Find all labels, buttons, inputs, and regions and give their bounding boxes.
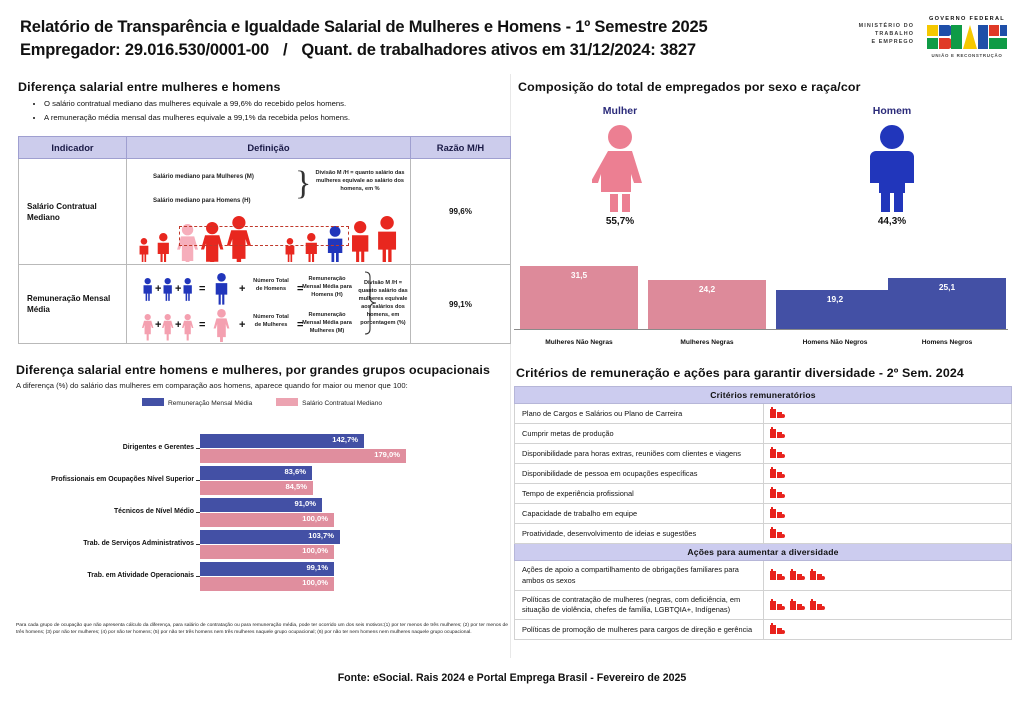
def-note-mediano: Divisão M /H = quanto salário das mulheres equivale ao salário dos homens, em % [315, 170, 405, 192]
bar-value: 100,0% [302, 578, 328, 587]
action-icon-cell [763, 561, 1012, 590]
bar-value: 103,7% [308, 531, 334, 540]
table-row [515, 424, 1012, 444]
bar-value: 99,1% [306, 563, 328, 572]
female-figure-icon [592, 124, 648, 212]
company-icon [810, 569, 825, 582]
company-icon [770, 407, 785, 420]
bar-mulheres-nao-negras [520, 266, 638, 329]
bar-category-label: Mulheres Negras [680, 339, 734, 346]
occ-bar-blue-profissionais [200, 466, 312, 480]
action-icon-cell [763, 620, 1012, 640]
bar-value: 100,0% [302, 514, 328, 523]
table-row [515, 524, 1012, 544]
wage-gap-bullets [30, 98, 500, 125]
occ-label-profissionais: Profissionais em Ocupações Nível Superior [51, 476, 194, 483]
criteria-table [514, 386, 1012, 640]
chart-legend [142, 398, 404, 407]
bar-value: 91,0% [294, 499, 316, 508]
brasil-wordmark-icon [926, 24, 1008, 51]
def-total-women: Número Total de Mulheres [253, 314, 289, 328]
section-title-criteria: Critérios de remuneração e ações para garantir diversidade - 2º Sem. 2024 [516, 366, 964, 380]
occupation-footnote: Para cada grupo de ocupação que não apresenta cálculo da diferença, para salário de contratação ou para remuneração média, pode ter ocorrido um dos seis motivos:(1) por ter menos de três mulheres; (2) por ter menos de três homens; (3) por não ter mulheres; (4) por não ter homens; (5) por não ter três homens nem três mulheres naquele grupo ocupacional; (6) por não ter nem homens nem mulheres naquele grupo ocupacional. [16, 623, 508, 636]
source-footer: Fonte: eSocial. Rais 2024 e Portal Emprega Brasil - Fevereiro de 2025 [337, 672, 687, 684]
company-icon [810, 599, 825, 612]
list-item: • A remuneração média mensal das mulheres equivale a 99,1% da recebida pelos homens. [44, 112, 500, 125]
criteria-text: Cumprir metas de produção [515, 424, 764, 444]
company-icon [770, 527, 785, 540]
occ-bar-pink-administrativos [200, 545, 334, 559]
section-title-wage-gap: Diferença salarial entre mulheres e homens [18, 80, 281, 94]
gov-bottom-label: UNIÃO E RECONSTRUÇÃO [931, 53, 1003, 58]
table-row [515, 504, 1012, 524]
legend-swatch-pink [276, 398, 298, 406]
group1-header-label: Critérios remuneratórios [515, 387, 1012, 404]
bar-value: 142,7% [332, 435, 358, 444]
company-icon [770, 507, 785, 520]
bar-value: 100,0% [302, 546, 328, 555]
brace-icon: } [295, 165, 312, 202]
col-header-razao: Razão M/H [411, 137, 511, 159]
table-row [19, 159, 511, 265]
criteria-icon-cell [763, 424, 1012, 444]
criteria-text: Tempo de experiência profissional [515, 484, 764, 504]
company-icon [770, 427, 785, 440]
legend-label: Salário Contratual Mediano [302, 400, 383, 407]
male-figure-icon [866, 124, 918, 212]
group2-header-label: Ações para aumentar a diversidade [515, 544, 1012, 561]
criteria-icon-cell [763, 504, 1012, 524]
table-row [515, 620, 1012, 640]
action-text: Ações de apoio a compartilhamento de obrigações familiares para ambos os sexos [515, 561, 764, 590]
company-icon [790, 599, 805, 612]
legend-swatch-blue [142, 398, 164, 406]
report-header [0, 0, 1024, 70]
value-mulher-pct: 55,7% [605, 216, 635, 227]
gov-top-label: GOVERNO FEDERAL [928, 16, 1006, 22]
table-row [515, 590, 1012, 619]
table-row [19, 265, 511, 344]
company-icon [770, 599, 785, 612]
indicator-table [18, 136, 511, 344]
indicator-name-media: Remuneração Mensal Média [19, 265, 127, 344]
table-row [515, 484, 1012, 504]
indicator-name-mediano: Salário Contratual Mediano [19, 159, 127, 265]
occ-bar-pink-profissionais [200, 481, 313, 495]
criteria-text: Capacidade de trabalho em equipe [515, 504, 764, 524]
label-homem: Homem [872, 105, 912, 117]
bar-mulheres-negras [648, 280, 766, 329]
criteria-text: Disponibilidade para horas extras, reuniões com clientes e viagens [515, 444, 764, 464]
label-mulher: Mulher [602, 105, 638, 117]
col-header-definicao: Definição [127, 137, 411, 159]
table-row [515, 404, 1012, 424]
company-icon [790, 569, 805, 582]
criteria-icon-cell [763, 444, 1012, 464]
people-illustration-median [135, 216, 435, 262]
active-workers-count: Quant. de trabalhadores ativos em 31/12/2024: 3827 [301, 41, 696, 59]
def-median-women: Salário mediano para Mulheres (M) [153, 173, 254, 180]
svg-text:+: + [155, 283, 162, 295]
def-avg-men: Remuneração Mensal Média para Homens (H) [302, 276, 352, 298]
legend-item-remuneracao [142, 398, 252, 407]
svg-text:=: = [199, 319, 206, 331]
occ-bar-blue-administrativos [200, 530, 340, 544]
legend-label: Remuneração Mensal Média [168, 400, 253, 407]
svg-text:+: + [175, 283, 182, 295]
def-median-men: Salário mediano para Homens (H) [153, 197, 251, 204]
criteria-group-header-1 [515, 387, 1012, 404]
col-header-indicador: Indicador [19, 137, 127, 159]
def-note-media: Divisão M /H = quanto salário das mulheres equivale aos salários dos homens, em porcentagem (%) [358, 280, 408, 326]
bar-value: 25,1 [938, 282, 956, 292]
occ-bar-pink-tecnicos [200, 513, 334, 527]
bar-value: 84,5% [285, 482, 307, 491]
table-row [515, 464, 1012, 484]
definition-cell-media [127, 265, 411, 344]
bar-category-label: Homens Negros [921, 339, 973, 346]
svg-text:+: + [239, 283, 246, 295]
def-avg-women: Remuneração Mensal Média para Mulheres (M) [302, 312, 352, 334]
bar-value: 19,2 [826, 294, 844, 304]
action-text: Políticas de promoção de mulheres para cargos de direção e gerência [515, 620, 764, 640]
occ-bar-blue-dirigentes [200, 434, 364, 448]
company-icon [770, 447, 785, 460]
occ-bar-blue-operacionais [200, 562, 334, 576]
bar-homens-negros [888, 278, 1006, 329]
occupation-chart [14, 400, 514, 615]
criteria-text: Disponibilidade de pessoa em ocupações específicas [515, 464, 764, 484]
criteria-text: Plano de Cargos e Salários ou Plano de Carreira [515, 404, 764, 424]
criteria-table-wrapper [514, 386, 1012, 640]
company-icon [770, 487, 785, 500]
chart-axis-line [514, 329, 1008, 330]
race-composition-chart [514, 252, 1014, 348]
occ-label-operacionais: Trab. em Atividade Operacionais [87, 572, 194, 579]
section-title-occupation: Diferença salarial entre homens e mulheres, por grandes grupos ocupacionais [16, 363, 490, 377]
criteria-group-header-2 [515, 544, 1012, 561]
svg-text:=: = [297, 319, 304, 331]
bar-value: 31,5 [570, 270, 588, 280]
section-title-composition: Composição do total de empregados por sexo e raça/cor [518, 80, 861, 94]
median-highlight-box [179, 226, 349, 246]
svg-text:=: = [199, 283, 206, 295]
def-total-men: Número Total de Homens [253, 278, 289, 292]
occ-bar-blue-tecnicos [200, 498, 322, 512]
criteria-text: Proatividade, desenvolvimento de ideias e sugestões [515, 524, 764, 544]
occ-label-tecnicos: Técnicos de Nível Médio [113, 508, 194, 515]
svg-text:=: = [297, 283, 304, 295]
definition-cell-mediano [127, 159, 411, 265]
criteria-icon-cell [763, 464, 1012, 484]
svg-text:+: + [175, 319, 182, 331]
header-separator: / [283, 41, 288, 59]
action-icon-cell [763, 590, 1012, 619]
company-icon [770, 623, 785, 636]
employer-cnpj: Empregador: 29.016.530/0001-00 [20, 41, 269, 59]
bar-category-label: Mulheres Não Negras [545, 339, 613, 346]
svg-text:+: + [239, 319, 246, 331]
table-row [515, 561, 1012, 590]
company-icon [770, 467, 785, 480]
legend-item-salario [276, 398, 382, 407]
bar-value: 179,0% [374, 450, 400, 459]
bar-value: 24,2 [698, 284, 716, 294]
criteria-icon-cell [763, 524, 1012, 544]
occ-label-administrativos: Trab. de Serviços Administrativos [83, 540, 194, 547]
svg-text:+: + [155, 319, 162, 331]
gov-brand-logo [834, 16, 1012, 60]
ratio-value-media: 99,1% [411, 265, 511, 344]
ratio-value-mediano: 99,6% [411, 159, 511, 265]
occ-bar-pink-operacionais [200, 577, 334, 591]
occupation-subtitle: A diferença (%) do salário das mulheres em comparação aos homens, aparece quando for maior ou menor que 100: [16, 381, 408, 390]
ministry-label: MINISTÉRIO DO TRABALHO E EMPREGO [858, 23, 914, 46]
value-homem-pct: 44,3% [877, 216, 907, 227]
list-item: • O salário contratual mediano das mulheres equivale a 99,6% do recebido pelos homens. [44, 98, 500, 111]
bar-homens-nao-negros [776, 290, 894, 329]
table-row [515, 444, 1012, 464]
table-header-row [19, 137, 511, 159]
criteria-icon-cell [763, 404, 1012, 424]
company-icon [770, 569, 785, 582]
bar-value: 83,6% [284, 467, 306, 476]
employer-line [20, 41, 696, 60]
chart-baseline [198, 424, 199, 604]
occ-label-dirigentes: Dirigentes e Gerentes [122, 444, 194, 451]
page-title: Relatório de Transparência e Igualdade Salarial de Mulheres e Homens - 1º Semestre 2025 [20, 18, 708, 36]
action-text: Políticas de contratação de mulheres (negras, com deficiência, em situação de violência, chefes de família, LGBTQIA+, Indígenas) [515, 590, 764, 619]
governo-federal-mark [924, 16, 1010, 60]
bar-category-label: Homens Não Negros [802, 339, 868, 346]
occ-bar-pink-dirigentes [200, 449, 406, 463]
criteria-icon-cell [763, 484, 1012, 504]
